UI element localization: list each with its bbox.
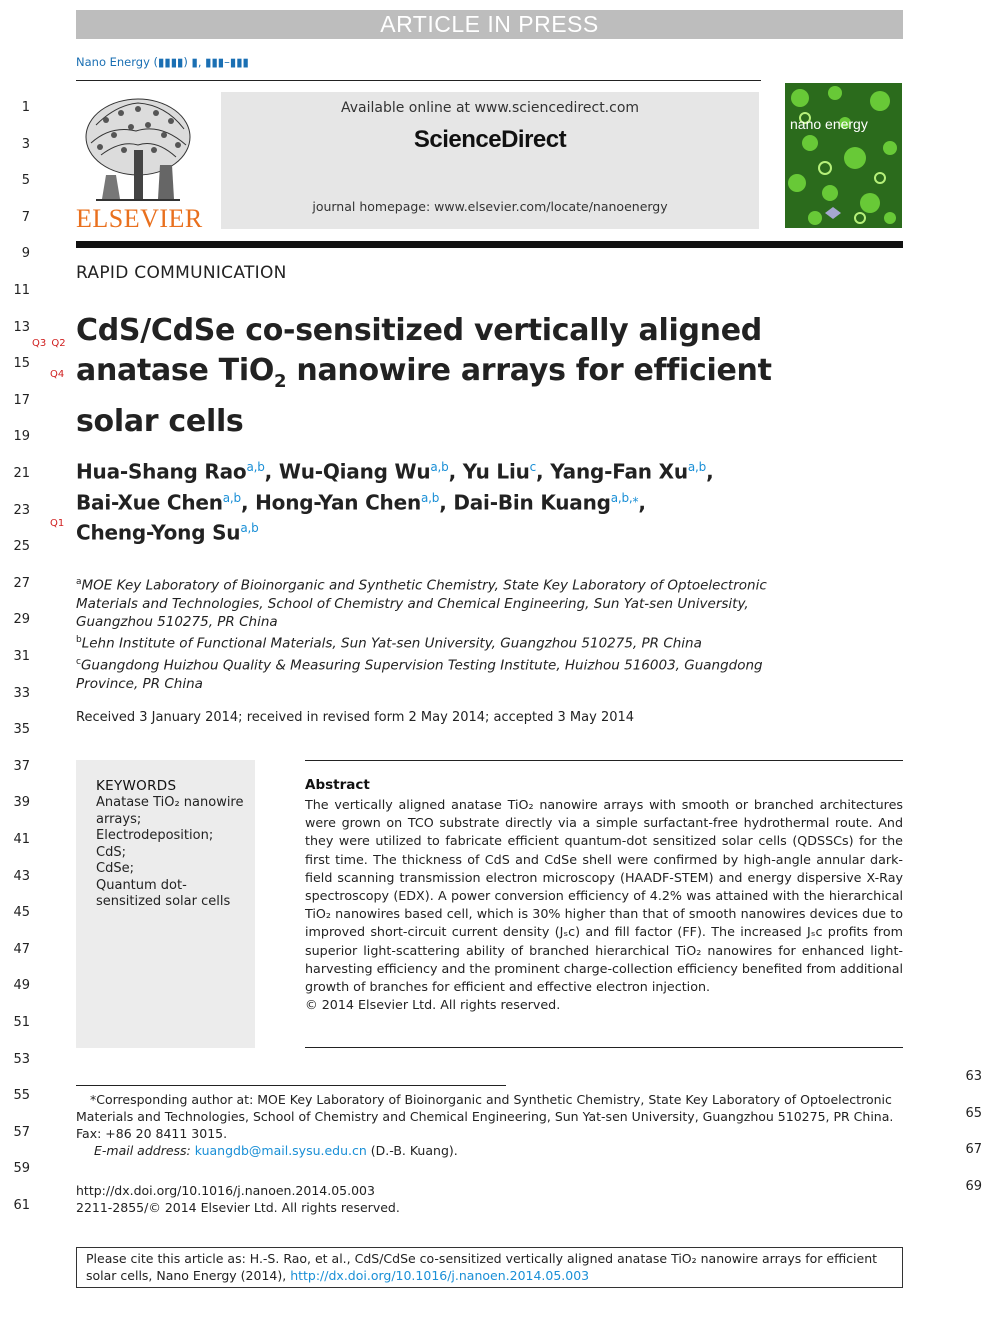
author-name: Yang-Fan Xu — [550, 459, 688, 484]
line-number: 59 — [13, 1161, 30, 1177]
affiliation-a: $^a$MOE Key Laboratory of Bioinorganic and Synthetic Chemistry, State Key Laboratory of Optoelectronic Materials and Technologies, School of Chemistry and Chemical Engineering, Sun Yat-sen University, Guangzhou 510275, PR China — [76, 577, 767, 631]
abstract-copyright: © 2014 Elsevier Ltd. All rights reserved. — [305, 997, 561, 1013]
line-number: 19 — [13, 429, 30, 445]
keyword-item: Quantum dot-sensitized solar cells — [96, 877, 231, 909]
section-type-label: RAPID COMMUNICATION — [76, 263, 287, 283]
abstract-text: The vertically aligned anatase TiO₂ nanowire arrays with smooth or branched architectures were grown on TCO substrate directly via a simple surfactant-free hydrothermal route. And they were utilized to fabricate efficient quantum-dot sensitized solar cells (QDSSCs) for the first time. The thickness of CdS and CdSe shell were confirmed by high-angle annular dark-field scanning transmission electron microscopy (HAADF-STEM) and energy dispersive X-Ray spectroscopy (EDX). A power conversion efficiency of 4.2% was attained with the hierarchical TiO₂ nanowires based cell, which is 30% higher than that of smooth nanowires devices due to improved short-circuit current density (Jₛᴄ) and fill factor (FF). The increased Jₛᴄ profits from superior light-scattering ability of branched hierarchical TiO₂ nanowires for enhanced light-harvesting efficiency and the prominent charge-collection efficiency benefited from additional growth of branches for efficient and effective electron injection. — [305, 797, 904, 995]
keywords-list — [96, 795, 246, 911]
author-affil-sup[interactable]: a,b — [240, 521, 259, 536]
keyword-item: CdS; — [96, 844, 126, 860]
author-list: Hua-Shang Rao$^{a,b}$, Wu-Qiang Wu$^{a,b}$, Yu Liu$^c$, Yang-Fan Xu$^{a,b}$, Bai-Xue Chen$^{a,b}$, Hong-Yan Chen$^{a,b}$, Dai-Bin Kuang$^{a,b,⁎}$, Cheng-Yong Su$^{a,b}$ — [76, 459, 714, 545]
received-dates: Received 3 January 2014; received in revised form 2 May 2014; accepted 3 May 2014 — [76, 710, 635, 725]
title-line-2: anatase TiO$_2$ nanowire arrays for efficient — [76, 353, 772, 392]
line-number: 35 — [13, 722, 30, 738]
line-number: 25 — [13, 539, 30, 555]
journal-cover-image — [785, 83, 902, 228]
elsevier-wordmark: ELSEVIER — [76, 204, 203, 233]
corresponding-author-note: *Corresponding author at: MOE Key Laboratory of Bioinorganic and Synthetic Chemistry, State Key Laboratory of Optoelectronic Materials and Technologies, School of Chemistry and Chemical Engineering, Sun Yat-sen University, Guangzhou 510275, PR China. Fax: +86 20 8411 3015. E-mail address: kuangdb@mail.sysu.edu.cn (D.-B. Kuang). — [76, 1091, 903, 1159]
elsevier-tree-logo — [76, 95, 196, 205]
abstract-body — [305, 796, 903, 1014]
line-number: 53 — [13, 1051, 30, 1067]
article-title — [76, 311, 776, 442]
line-number: 15 — [13, 356, 30, 372]
author-name: Bai-Xue Chen — [76, 490, 223, 515]
available-online-text[interactable]: Available online at www.sciencedirect.com — [340, 100, 640, 116]
abstract-heading: Abstract — [305, 777, 370, 793]
affiliation-c: $^c$Guangdong Huizhou Quality & Measuring Supervision Testing Institute, Huizhou 516003, Guangdong Province, PR China — [76, 657, 763, 692]
title-line-1: CdS/CdSe co-sensitized vertically aligned — [76, 313, 762, 348]
author-affil-sup[interactable]: c — [529, 460, 537, 474]
journal-homepage-text[interactable]: journal homepage: www.elsevier.com/locate/nanoenergy — [312, 199, 668, 214]
article-in-press-banner: ARTICLE IN PRESS — [76, 10, 903, 39]
line-number: 1 — [21, 100, 30, 115]
citation-doi-link[interactable]: http://dx.doi.org/10.1016/j.nanoen.2014.05.003 — [290, 1267, 590, 1283]
author-affil-sup[interactable]: a,b,⁎ — [610, 490, 639, 505]
author-name: Wu-Qiang Wu — [278, 459, 431, 484]
line-number: 49 — [13, 978, 30, 994]
author-name: Dai-Bin Kuang — [453, 490, 611, 515]
line-number: 63 — [965, 1069, 982, 1084]
line-number: 57 — [13, 1124, 30, 1140]
line-number: 5 — [21, 173, 30, 189]
query-mark-q3[interactable]: Q3 — [32, 338, 47, 349]
cover-title: nano energy — [790, 116, 868, 132]
author-affil-sup[interactable]: a,b — [430, 460, 449, 474]
line-number: 67 — [965, 1142, 982, 1158]
email-link[interactable]: kuangdb@mail.sysu.edu.cn — [194, 1143, 367, 1158]
citation-text: Please cite this article as: H.-S. Rao, et al., CdS/CdSe co-sensitized vertically aligned anatase TiO₂ nanowire arrays for efficient solar cells, Nano Energy (2014), http://dx.doi.org/10.1016/j.nanoen.2014.05.003 — [86, 1251, 878, 1283]
header-rule — [76, 80, 761, 81]
header-thick-rule — [76, 241, 903, 248]
author-name: Hua-Shang Rao — [76, 459, 247, 484]
line-number: 41 — [13, 832, 30, 847]
author-affil-sup[interactable]: a,b — [421, 490, 440, 505]
author-affil-sup[interactable]: a,b — [222, 490, 241, 505]
line-number: 45 — [13, 905, 30, 921]
author-name: Hong-Yan Chen — [255, 490, 421, 515]
line-number: 21 — [13, 466, 30, 481]
line-number: 55 — [13, 1088, 30, 1104]
issn-line: 2211-2855/© 2014 Elsevier Ltd. All rights reserved. — [76, 1200, 400, 1215]
query-mark-q1[interactable]: Q1 — [50, 518, 65, 529]
line-number: 37 — [13, 758, 30, 774]
line-number: 13 — [13, 319, 30, 335]
author-name: Yu Liu — [462, 459, 530, 484]
line-number: 51 — [13, 1015, 30, 1030]
line-number: 17 — [13, 392, 30, 408]
line-number: 31 — [13, 649, 30, 664]
keywords-heading: KEYWORDS — [96, 778, 177, 794]
line-number: 69 — [965, 1178, 982, 1194]
affiliations — [76, 573, 796, 693]
sciencedirect-logo: ScienceDirect — [413, 126, 567, 153]
affiliation-b: $^b$Lehn Institute of Functional Materials, Sun Yat-sen University, Guangzhou 510275, PR China — [76, 635, 702, 652]
line-number: 65 — [965, 1105, 982, 1121]
footnote-rule — [76, 1085, 506, 1086]
journal-citation-link[interactable]: Nano Energy (▮▮▮▮) ▮, ▮▮▮–▮▮▮ — [76, 55, 249, 69]
line-number: 9 — [21, 246, 30, 262]
line-number: 23 — [13, 502, 30, 518]
line-number: 33 — [13, 685, 30, 701]
fax-line: Fax: +86 20 8411 3015. — [76, 1126, 228, 1141]
author-name: Cheng-Yong Su — [76, 520, 241, 545]
keyword-item: Anatase TiO₂ nanowire arrays; — [96, 795, 244, 827]
line-number: 61 — [13, 1198, 30, 1213]
email-line: E-mail address: kuangdb@mail.sysu.edu.cn (D.-B. Kuang). — [94, 1143, 458, 1158]
line-number: 7 — [21, 209, 30, 225]
keyword-item: CdSe; — [96, 861, 134, 876]
line-number: 27 — [13, 575, 30, 591]
line-number: 11 — [13, 283, 30, 298]
abstract-bottom-rule — [305, 1047, 903, 1048]
query-marks-title[interactable] — [32, 331, 66, 350]
author-affil-sup[interactable]: a,b — [246, 460, 265, 474]
keyword-item: Electrodeposition; — [96, 828, 214, 843]
author-affil-sup[interactable]: a,b — [687, 460, 707, 474]
line-number: 39 — [13, 795, 30, 811]
line-number: 29 — [13, 612, 30, 628]
line-number: 47 — [13, 941, 30, 957]
query-mark-q4[interactable]: Q4 — [50, 369, 65, 380]
title-line-3: solar cells — [76, 404, 244, 439]
abstract-top-rule — [305, 760, 903, 761]
line-number: 3 — [21, 136, 30, 152]
line-number: 43 — [13, 868, 30, 884]
doi-line[interactable]: http://dx.doi.org/10.1016/j.nanoen.2014.05.003 — [76, 1183, 375, 1198]
query-mark-q2[interactable]: Q2 — [51, 338, 66, 349]
